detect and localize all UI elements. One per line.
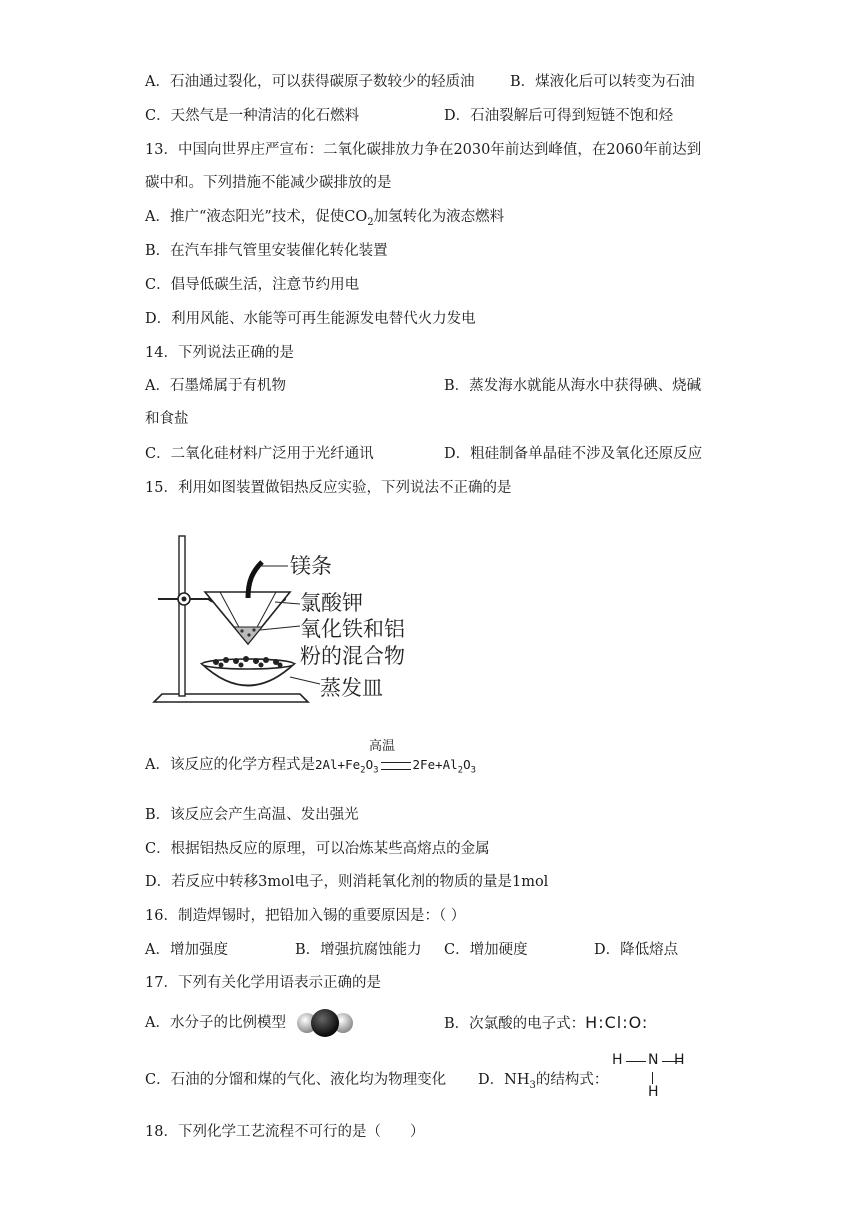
q13-option-a: A．推广“液态阳光”技术，促使$CO_2$加氢转化为液态燃料 (145, 209, 505, 228)
nh3-h-right: H (674, 1052, 685, 1068)
q15-option-b: B．该反应会产生高温、发出强光 (145, 807, 359, 823)
q15-stem: 15．利用如图装置做铝热反应实验，下列说法不正确的是 (145, 480, 512, 496)
label-evaporating-dish: 蒸发皿 (320, 676, 383, 700)
q14-option-b-line1: B．蒸发海水就能从海水中获得碘、烧碱 (444, 378, 702, 394)
thermite-apparatus-diagram (150, 532, 430, 712)
q13-stem-line1: 13．中国向世界庄严宣布：二氧化碳排放力争在2030年前达到峰值，在2060年前达到 (145, 142, 702, 158)
q17-option-b: B．次氯酸的电子式：H:Cl:O: (444, 1013, 649, 1032)
nh3-structural-formula (612, 1052, 692, 1104)
nh3-h-bottom: H (648, 1084, 659, 1100)
nh3-bond-down (652, 1072, 653, 1084)
q13-option-b: B．在汽车排气管里安装催化转化装置 (145, 243, 388, 259)
q12-option-c: C．天然气是一种清洁的化石燃料 (145, 108, 360, 124)
q17-option-c: C．石油的分馏和煤的气化、液化均为物理变化 (145, 1072, 447, 1088)
q17-stem: 17．下列有关化学用语表示正确的是 (145, 975, 381, 991)
label-mixture-line1: 氧化铁和铝 (300, 617, 405, 641)
q14-option-d: D．粗硅制备单晶硅不涉及氧化还原反应 (444, 446, 703, 462)
q18-stem: 18．下列化学工艺流程不可行的是（ ） (145, 1124, 425, 1140)
thermite-equation: $2Al+Fe_2O_3$ 高温 $2Fe+Al_2O_3$ (314, 739, 477, 776)
q13-option-c: C．倡导低碳生活，注意节约用电 (145, 277, 360, 293)
water-molecule-model-icon (294, 1008, 356, 1038)
q16-option-c: C．增加硬度 (444, 942, 528, 958)
q16-option-d: D．降低熔点 (594, 942, 679, 958)
nh3-bond-left (626, 1061, 646, 1062)
q17-option-d: D．$NH_3$的结构式： (478, 1072, 609, 1091)
q14-option-a: A．石墨烯属于有机物 (145, 378, 286, 394)
q14-option-c: C．二氧化硅材料广泛用于光纤通讯 (145, 446, 374, 462)
reaction-double-line (381, 762, 411, 770)
label-mixture-line2: 粉的混合物 (300, 644, 405, 668)
q14-stem: 14．下列说法正确的是 (145, 345, 294, 361)
nh3-n: N (648, 1052, 659, 1068)
q12-option-a: A．石油通过裂化，可以获得碳原子数较少的轻质油 (145, 74, 475, 90)
q15-option-d: D．若反应中转移3mol电子，则消耗氧化剂的物质的量是1mol (145, 874, 549, 890)
q13-option-d: D．利用风能、水能等可再生能源发电替代火力发电 (145, 311, 476, 327)
q16-option-a: A．增加强度 (145, 942, 228, 958)
q17-option-a: A．水分子的比例模型 (145, 1015, 286, 1031)
q15-option-c: C．根据铝热反应的原理，可以冶炼某些高熔点的金属 (145, 841, 490, 857)
label-magnesium-ribbon: 镁条 (290, 554, 332, 578)
q13-stem-line2: 碳中和。下列措施不能减少碳排放的是 (145, 175, 392, 191)
q14-option-b-line2: 和食盐 (145, 411, 189, 427)
nh3-h-left: H (612, 1052, 623, 1068)
q15-option-a: A．该反应的化学方程式是$2Al+Fe_2O_3$ 高温 $2Fe+Al_2O_3$ (145, 755, 476, 781)
q12-option-d: D．石油裂解后可得到短链不饱和烃 (444, 108, 674, 124)
q12-option-b: B．煤液化后可以转变为石油 (510, 74, 695, 90)
q16-stem: 16．制造焊锡时，把铅加入锡的重要原因是：（ ） (145, 908, 466, 924)
q16-option-b: B．增强抗腐蚀能力 (295, 942, 422, 958)
label-potassium-chlorate: 氯酸钾 (300, 591, 363, 615)
hclo-electron-formula: H:Cl:O: (585, 1013, 649, 1032)
